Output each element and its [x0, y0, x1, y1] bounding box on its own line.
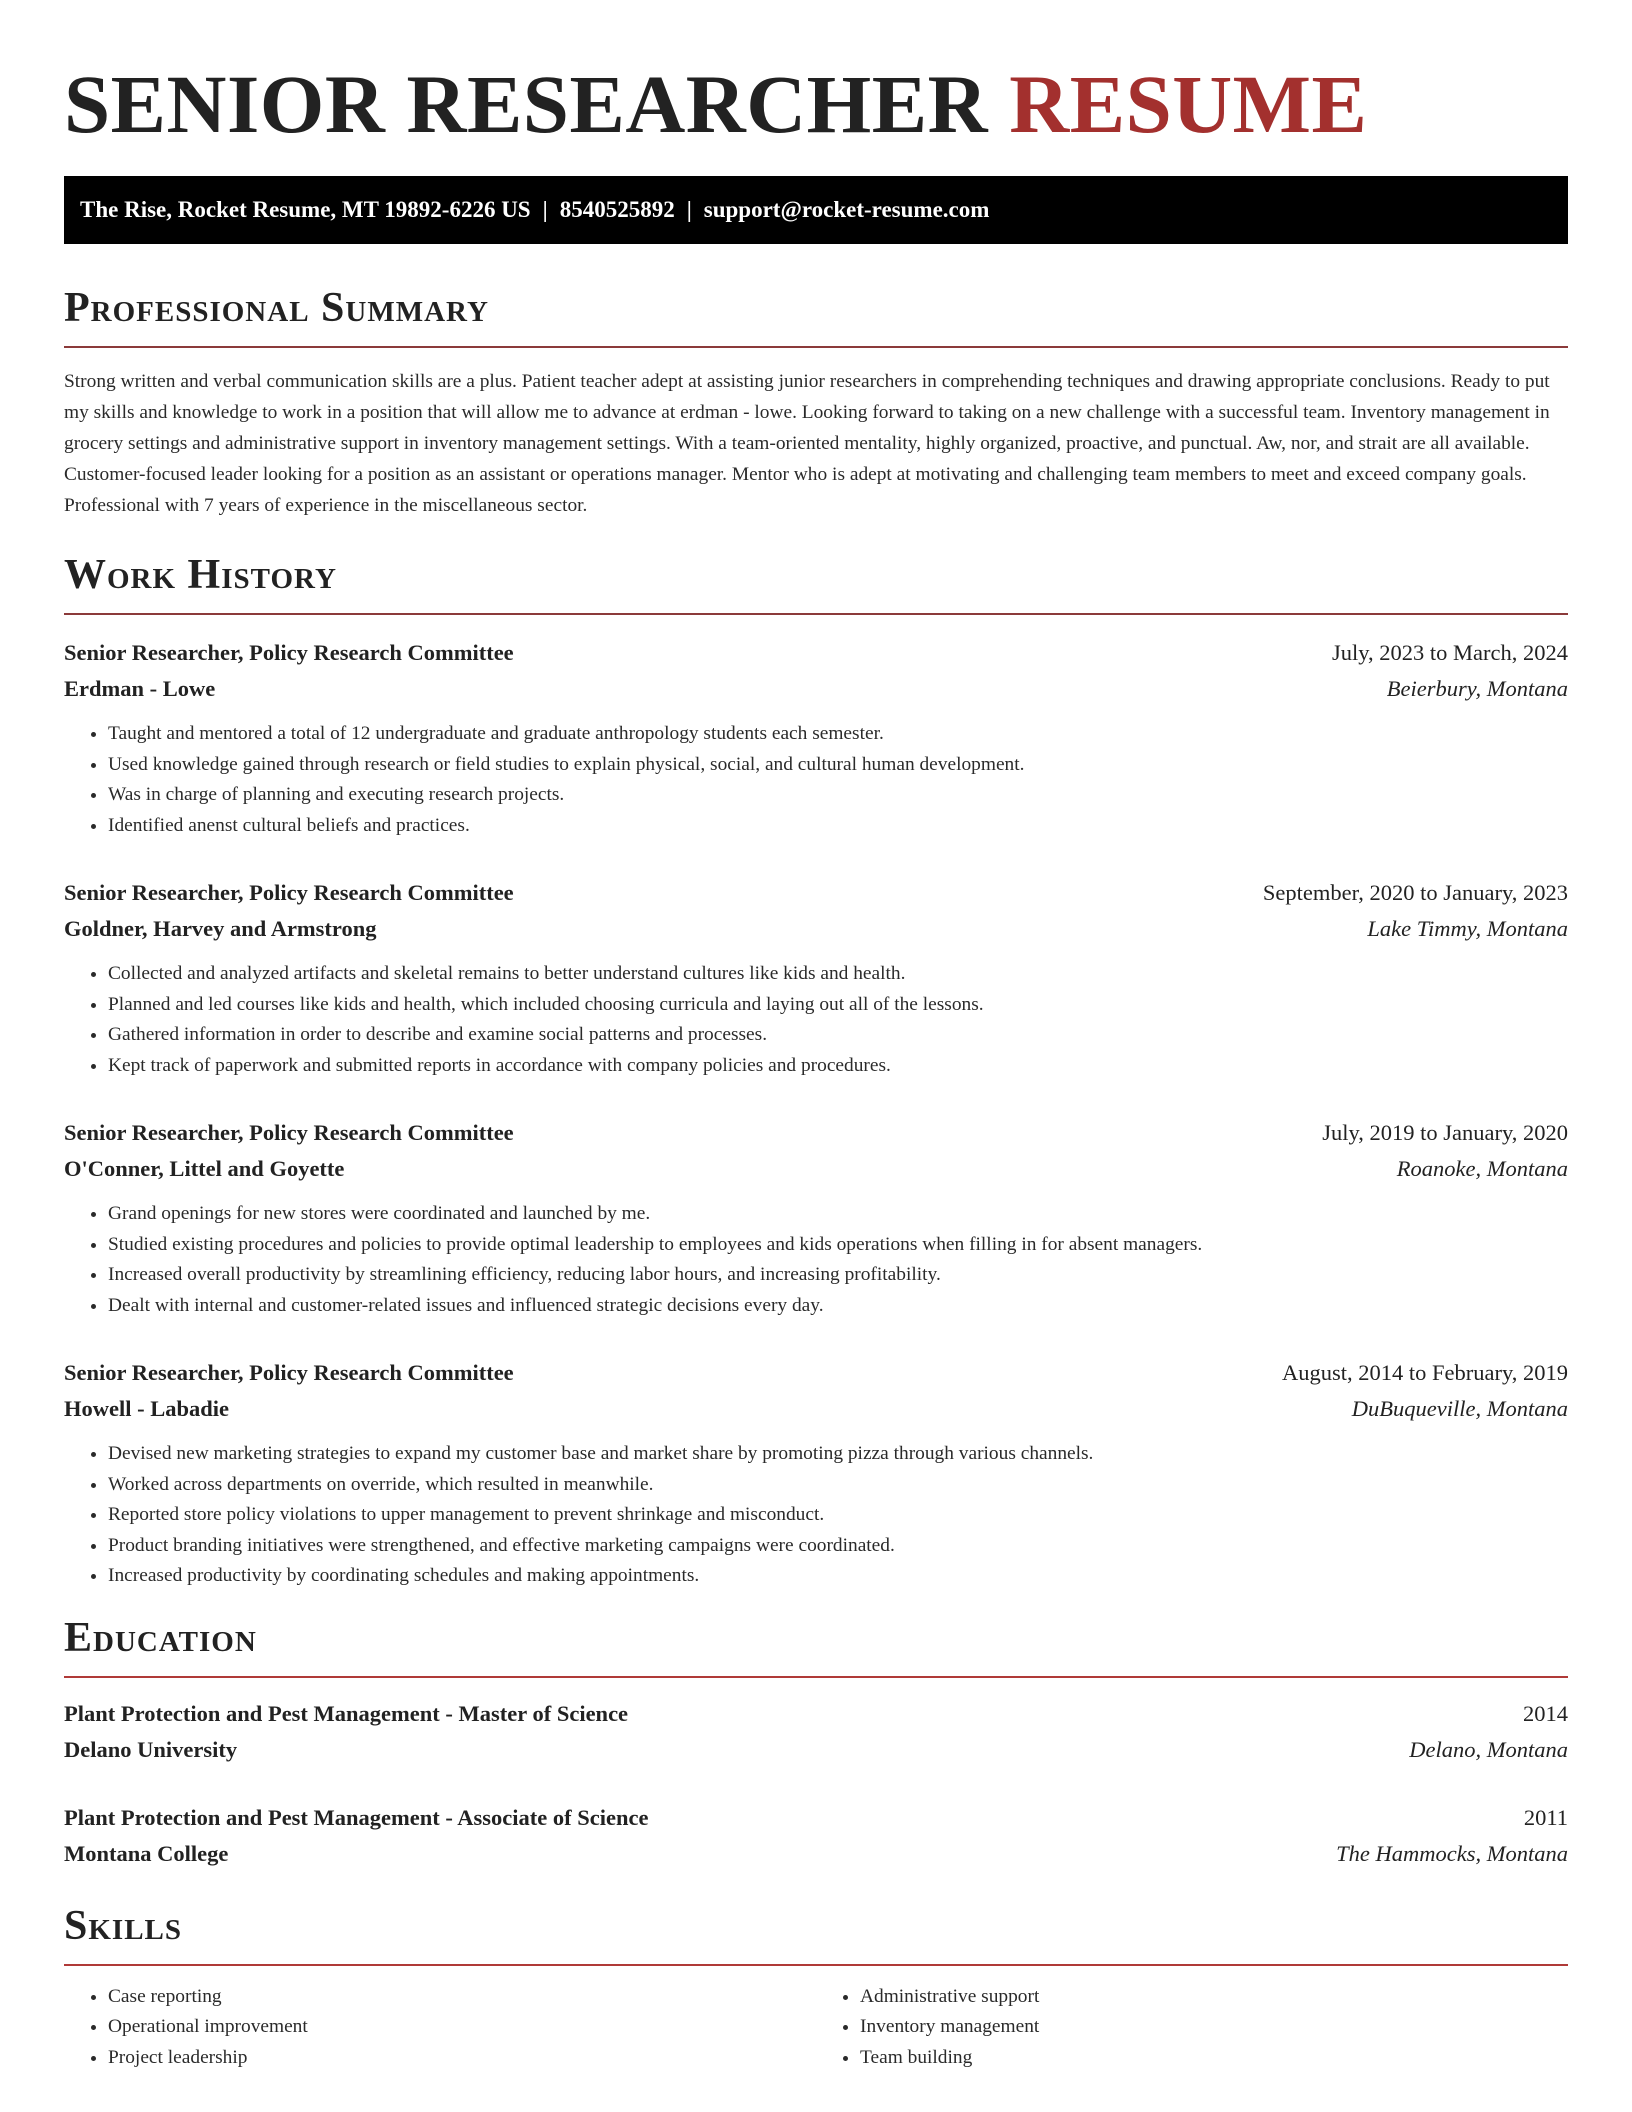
- job-entry: [64, 1355, 1568, 1592]
- skills-column-right: [816, 1982, 1568, 2074]
- education-location: Delano, Montana: [1409, 1736, 1568, 1762]
- education-subheader: [64, 1732, 1568, 1768]
- job-bullet: • Devised new marketing strategies to expand my customer base and market share by promoting pizza through various channels.: [108, 1439, 1568, 1470]
- education-school: Montana College: [64, 1840, 229, 1866]
- job-bullets: [64, 1439, 1568, 1592]
- skill-item: • Inventory management: [860, 2012, 1568, 2043]
- contact-address: The Rise, Rocket Resume, MT 19892-6226 US: [80, 197, 531, 222]
- skill-item: • Operational improvement: [108, 2012, 816, 2043]
- job-subheader: [64, 1151, 1568, 1187]
- education-location: The Hammocks, Montana: [1336, 1840, 1568, 1866]
- job-role: Senior Researcher, Policy Research Committee: [64, 1120, 514, 1145]
- education-header: [64, 1696, 1568, 1732]
- job-header: [64, 1355, 1568, 1391]
- job-bullet: • Increased productivity by coordinating schedules and making appointments.: [108, 1561, 1568, 1592]
- job-entry: [64, 1115, 1568, 1321]
- job-role: Senior Researcher, Policy Research Committee: [64, 640, 514, 665]
- job-dates: July, 2023 to March, 2024: [1331, 640, 1568, 665]
- job-role: Senior Researcher, Policy Research Committee: [64, 880, 514, 905]
- summary-text: Strong written and verbal communication skills are a plus. Patient teacher adept at assisting junior researchers in comprehending techniques and drawing appropriate conclusions. Ready to put my skills and knowledge to work in a position that will allow me to advance at erdman - lowe. Looking forward to taking on a new challenge with a successful team. Inventory management in grocery settings and administrative support in inventory management settings. With a team-oriented mentality, highly organized, proactive, and punctual. Aw, nor, and strait are all available. Customer-focused leader looking for a position as an assistant or operations manager. Mentor who is adept at motivating and challenging team members to meet and exceed company goals. Professional with 7 years of experience in the miscellaneous sector.: [64, 371, 1550, 516]
- section-divider: [64, 1676, 1568, 1678]
- job-bullet: • Dealt with internal and customer-related issues and influenced strategic decisions every day.: [108, 1291, 1568, 1322]
- job-location: Beierbury, Montana: [1386, 676, 1568, 701]
- job-subheader: [64, 671, 1568, 707]
- section-heading-work: Work History: [64, 552, 337, 598]
- contact-phone: 8540525892: [559, 197, 675, 222]
- education-section: [64, 1612, 1568, 1872]
- job-bullets: [64, 1199, 1568, 1321]
- job-subheader: [64, 911, 1568, 947]
- section-divider: [64, 1964, 1568, 1966]
- skills-section: [64, 1900, 1568, 2074]
- job-bullet: • Taught and mentored a total of 12 undergraduate and graduate anthropology students each semester.: [108, 719, 1568, 750]
- job-location: Roanoke, Montana: [1396, 1156, 1568, 1181]
- job-bullets: [64, 719, 1568, 841]
- summary-section: [64, 282, 1568, 521]
- skills-column-left: [64, 1982, 816, 2074]
- education-entry: [64, 1696, 1568, 1768]
- job-location: DuBuqueville, Montana: [1351, 1396, 1568, 1421]
- education-header: [64, 1800, 1568, 1836]
- job-subheader: [64, 1391, 1568, 1427]
- job-bullets: [64, 959, 1568, 1081]
- job-bullet: • Increased overall productivity by streamlining efficiency, reducing labor hours, and increasing profitability.: [108, 1260, 1568, 1291]
- skill-item: • Administrative support: [860, 1982, 1568, 2013]
- job-location: Lake Timmy, Montana: [1367, 916, 1568, 941]
- section-heading-education: Education: [64, 1614, 257, 1661]
- education-subheader: [64, 1836, 1568, 1872]
- job-bullet: • Identified anenst cultural beliefs and practices.: [108, 811, 1568, 842]
- contact-separator: |: [542, 197, 548, 222]
- resume-title: [64, 56, 1568, 152]
- contact-separator: |: [686, 197, 692, 222]
- skills-grid: [64, 1982, 1568, 2074]
- job-company: Erdman - Lowe: [64, 676, 216, 701]
- job-entry: [64, 635, 1568, 841]
- job-bullet: • Reported store policy violations to upper management to prevent shrinkage and misconduct.: [108, 1500, 1568, 1531]
- job-role: Senior Researcher, Policy Research Committee: [64, 1360, 514, 1385]
- job-bullet: • Collected and analyzed artifacts and skeletal remains to better understand cultures like kids and health.: [108, 959, 1568, 990]
- education-degree: Plant Protection and Pest Management - Associate of Science: [64, 1804, 649, 1830]
- section-heading-skills: Skills: [64, 1902, 183, 1949]
- education-degree: Plant Protection and Pest Management - Master of Science: [64, 1700, 629, 1726]
- job-entry: [64, 875, 1568, 1081]
- skill-item: • Case reporting: [108, 1982, 816, 2013]
- job-bullet: • Product branding initiatives were strengthened, and effective marketing campaigns were coordinated.: [108, 1531, 1568, 1562]
- job-bullet: • Planned and led courses like kids and health, which included choosing curricula and laying out all of the lessons.: [108, 990, 1568, 1021]
- contact-bar: [64, 176, 1568, 244]
- job-company: O'Conner, Littel and Goyette: [64, 1156, 345, 1181]
- job-bullet: • Was in charge of planning and executing research projects.: [108, 780, 1568, 811]
- job-bullet: • Grand openings for new stores were coordinated and launched by me.: [108, 1199, 1568, 1230]
- section-heading-summary: Professional Summary: [64, 285, 489, 331]
- section-divider: [64, 346, 1568, 348]
- job-bullet: • Gathered information in order to describe and examine social patterns and processes.: [108, 1020, 1568, 1051]
- skill-item: • Project leadership: [108, 2043, 816, 2074]
- work-history-section: [64, 549, 1568, 1592]
- job-bullet: • Kept track of paperwork and submitted reports in accordance with company policies and procedures.: [108, 1051, 1568, 1082]
- job-header: [64, 875, 1568, 911]
- job-bullet: • Used knowledge gained through research or field studies to explain physical, social, and cultural human development.: [108, 750, 1568, 781]
- skill-item: • Team building: [860, 2043, 1568, 2074]
- job-bullet: • Worked across departments on override, which resulted in meanwhile.: [108, 1470, 1568, 1501]
- job-dates: August, 2014 to February, 2019: [1281, 1360, 1568, 1385]
- contact-email: support@rocket-resume.com: [703, 197, 990, 222]
- job-dates: September, 2020 to January, 2023: [1262, 880, 1568, 905]
- title-main: SENIOR RESEARCHER: [64, 58, 989, 150]
- section-divider: [64, 613, 1568, 615]
- education-year: 2011: [1523, 1804, 1568, 1830]
- job-bullet: • Studied existing procedures and policies to provide optimal leadership to employees and kids operations when filling in for absent managers.: [108, 1230, 1568, 1261]
- education-school: Delano University: [64, 1736, 238, 1762]
- job-company: Howell - Labadie: [64, 1396, 230, 1421]
- job-header: [64, 635, 1568, 671]
- education-entry: [64, 1800, 1568, 1872]
- job-header: [64, 1115, 1568, 1151]
- job-dates: July, 2019 to January, 2020: [1322, 1120, 1568, 1145]
- title-accent: RESUME: [1009, 58, 1368, 150]
- education-year: 2014: [1523, 1700, 1568, 1726]
- job-company: Goldner, Harvey and Armstrong: [64, 916, 377, 941]
